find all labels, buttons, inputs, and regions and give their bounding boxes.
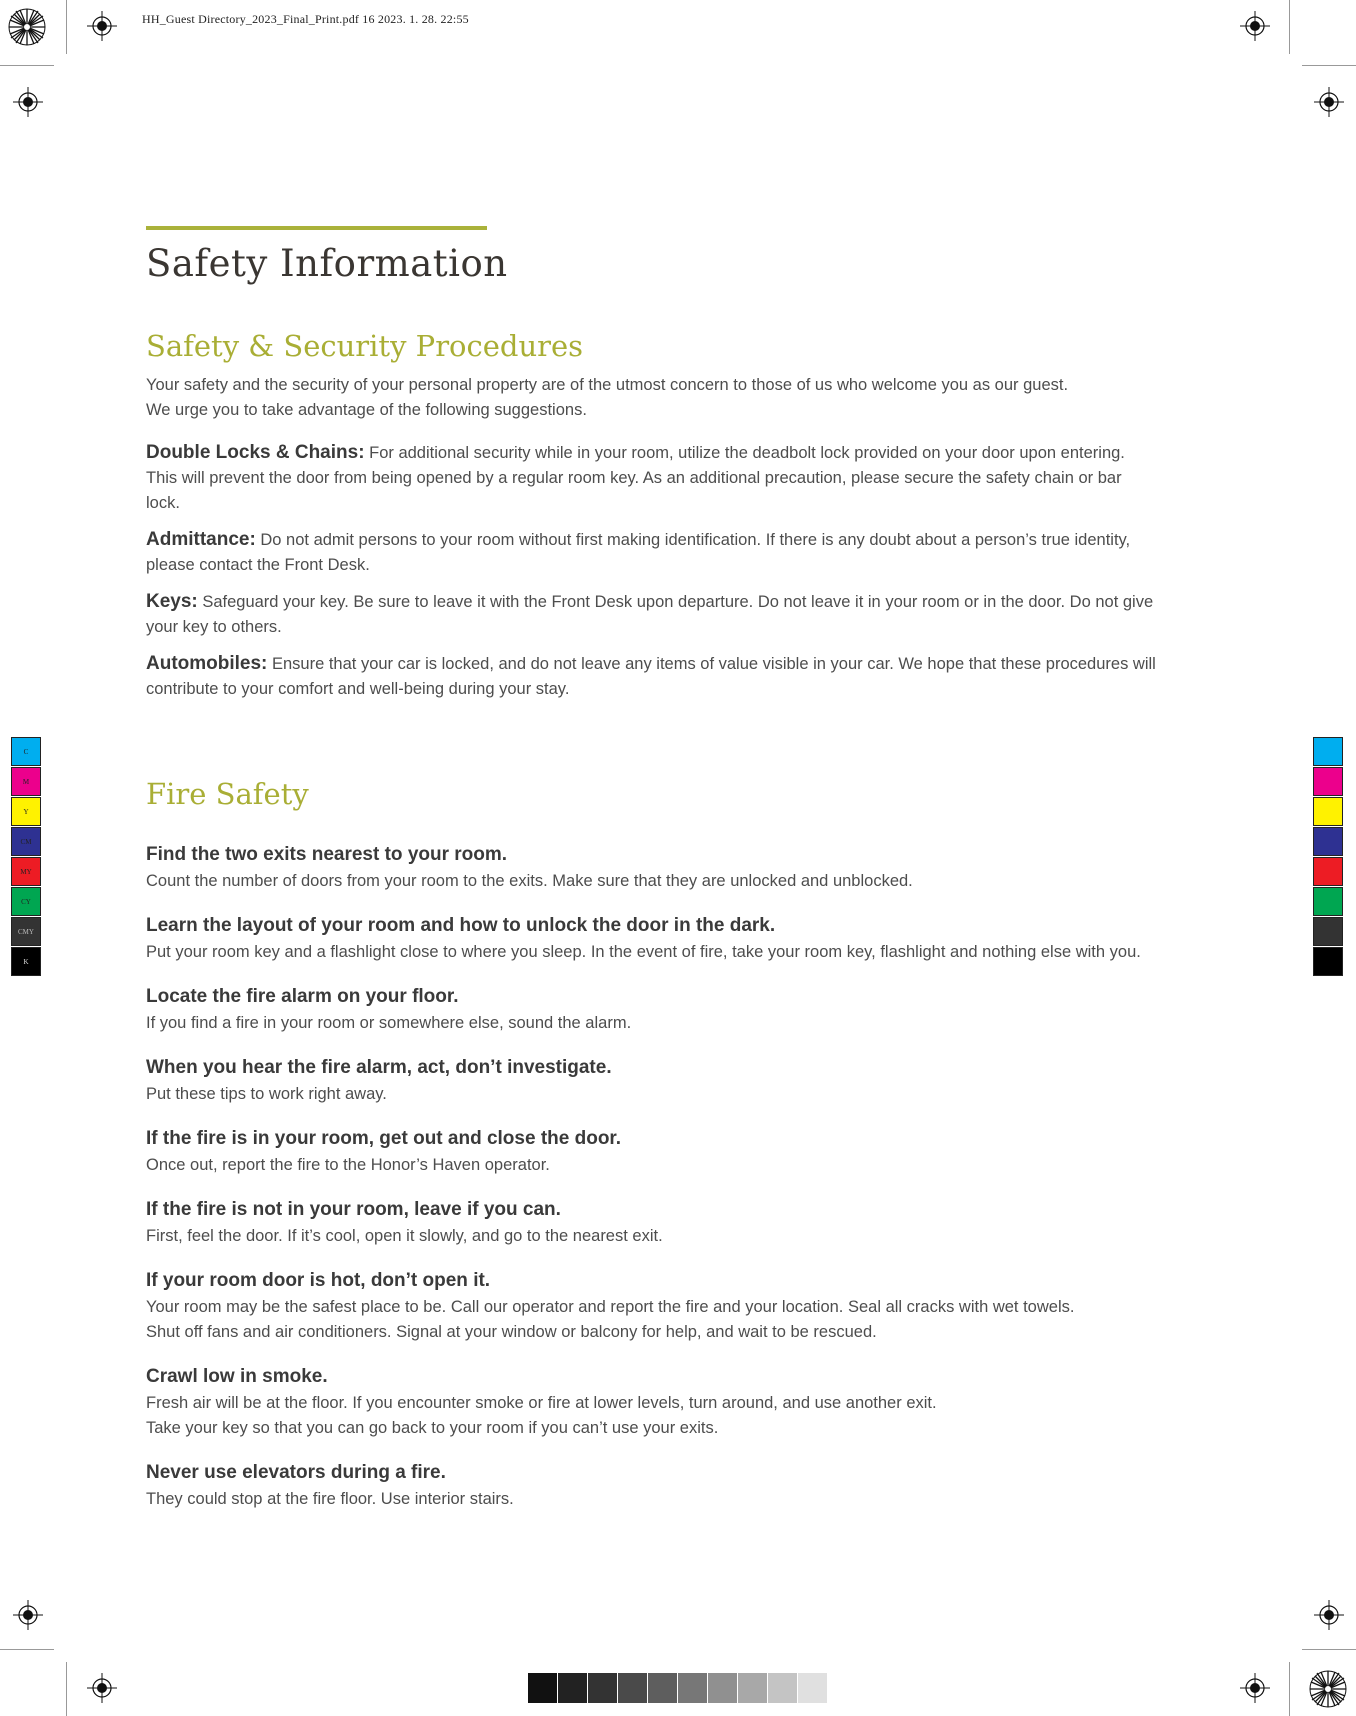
security-intro-line: We urge you to take advantage of the following suggestions.	[146, 401, 587, 419]
crop-mark	[1302, 65, 1356, 66]
fire-tip	[146, 1125, 1156, 1178]
security-section-title: Safety & Security Procedures	[146, 329, 584, 363]
security-item-automobiles	[146, 651, 1156, 702]
fire-tip	[146, 983, 1156, 1036]
security-item-text: Do not admit persons to your room without first making identification. If there is any doubt about a person’s true identity, please contact the Front Desk.	[146, 531, 1131, 574]
color-swatch: M	[11, 767, 41, 796]
color-bar-left	[11, 737, 41, 977]
crop-mark	[66, 1662, 67, 1716]
gray-swatch	[648, 1673, 677, 1703]
fire-tip-body: Put your room key and a flashlight close to where you sleep. In the event of fire, take your room key, flashlight and nothing else with you.	[146, 943, 1141, 961]
fire-tip-body	[146, 1391, 1156, 1441]
page-content	[146, 226, 1156, 1530]
fire-tip-body: First, feel the door. If it’s cool, open it slowly, and go to the nearest exit.	[146, 1227, 663, 1245]
fire-tip	[146, 912, 1156, 965]
fire-tip	[146, 1267, 1156, 1345]
gray-swatch	[678, 1673, 707, 1703]
registration-mark-icon	[1240, 1673, 1270, 1703]
security-intro-line: Your safety and the security of your personal property are of the utmost concern to those of us who welcome you as our guest.	[146, 376, 1069, 394]
fire-tip-line: Shut off fans and air conditioners. Signal at your window or balcony for help, and wait to be rescued.	[146, 1323, 877, 1341]
fire-tip-body: Count the number of doors from your room to the exits. Make sure that they are unlocked and unblocked.	[146, 872, 913, 890]
gray-swatch	[768, 1673, 797, 1703]
fire-tip-line: Your room may be the safest place to be. Call our operator and report the fire and your location. Seal all cracks with wet towels.	[146, 1298, 1075, 1316]
crop-mark	[1289, 1662, 1290, 1716]
gray-swatch	[588, 1673, 617, 1703]
security-item-text: Safeguard your key. Be sure to leave it with the Front Desk upon departure. Do not leave it in your room or in the door. Do not give your key to others.	[146, 593, 1154, 636]
fire-tip-body	[146, 1295, 1156, 1345]
fire-tip-body: Put these tips to work right away.	[146, 1085, 387, 1103]
security-item-text: For additional security while in your room, utilize the deadbolt lock provided on your door upon entering. This will prevent the door from being opened by a regular room key. As an additional precaution, please secure the safety chain or bar lock.	[146, 444, 1125, 512]
fire-tip-heading: If the fire is in your room, get out and close the door.	[146, 1128, 622, 1149]
crop-mark	[1289, 0, 1290, 54]
fire-tip-line: Fresh air will be at the floor. If you encounter smoke or fire at lower levels, turn around, and use another exit.	[146, 1394, 937, 1412]
gray-swatch	[798, 1673, 827, 1703]
fire-tip-heading: When you hear the fire alarm, act, don’t investigate.	[146, 1057, 612, 1078]
color-swatch: C	[11, 737, 41, 766]
color-swatch	[1313, 887, 1343, 916]
security-item-text: Ensure that your car is locked, and do not leave any items of value visible in your car. We hope that these procedures will contribute to your comfort and well-being during your stay.	[146, 655, 1156, 698]
fire-tip-heading: If your room door is hot, don’t open it.	[146, 1270, 491, 1291]
fire-tip-heading: Learn the layout of your room and how to unlock the door in the dark.	[146, 915, 776, 936]
fire-section-title: Fire Safety	[146, 777, 309, 811]
gray-swatch	[708, 1673, 737, 1703]
fire-tip-heading: Find the two exits nearest to your room.	[146, 844, 508, 865]
color-swatch	[1313, 767, 1343, 796]
print-slug: HH_Guest Directory_2023_Final_Print.pdf 16 2023. 1. 28. 22:55	[142, 12, 469, 26]
registration-mark-icon	[1240, 11, 1270, 41]
fire-tip-body: Once out, report the fire to the Honor’s Haven operator.	[146, 1156, 550, 1174]
fire-tip-line: Take your key so that you can go back to your room if you can’t use your exits.	[146, 1419, 719, 1437]
gray-swatch	[738, 1673, 767, 1703]
fire-tip-heading: If the fire is not in your room, leave if you can.	[146, 1199, 561, 1220]
fire-tip	[146, 1196, 1156, 1249]
color-swatch: CM	[11, 827, 41, 856]
color-swatch: Y	[11, 797, 41, 826]
crop-mark	[0, 1649, 54, 1650]
fire-tip	[146, 1363, 1156, 1441]
color-bar-right	[1313, 737, 1343, 977]
crop-mark	[1302, 1649, 1356, 1650]
security-item-lead: Double Locks & Chains:	[146, 442, 365, 463]
fire-tip-body: If you find a fire in your room or somewhere else, sound the alarm.	[146, 1014, 632, 1032]
gray-swatch	[528, 1673, 557, 1703]
color-swatch	[1313, 857, 1343, 886]
registration-mark-icon	[1314, 87, 1344, 117]
color-swatch	[1313, 737, 1343, 766]
fire-tip	[146, 1054, 1156, 1107]
registration-mark-icon	[13, 1600, 43, 1630]
color-swatch: CMY	[11, 917, 41, 946]
security-item-admittance	[146, 527, 1156, 578]
registration-mark-icon	[87, 1673, 117, 1703]
registration-mark-icon	[87, 11, 117, 41]
security-item-lead: Keys:	[146, 591, 198, 612]
security-item-lead: Admittance:	[146, 529, 256, 550]
color-swatch	[1313, 947, 1343, 976]
color-swatch: K	[11, 947, 41, 976]
title-rule	[146, 226, 487, 230]
security-item-keys	[146, 589, 1156, 640]
page-title: Safety Information	[146, 242, 508, 285]
fire-tip-heading: Locate the fire alarm on your floor.	[146, 986, 459, 1007]
starburst-mark-icon	[8, 8, 46, 46]
fire-tip	[146, 841, 1156, 894]
gray-swatch	[618, 1673, 647, 1703]
color-swatch	[1313, 917, 1343, 946]
security-intro	[146, 373, 1156, 423]
color-swatch: CY	[11, 887, 41, 916]
fire-tip-heading: Crawl low in smoke.	[146, 1366, 328, 1387]
security-item-lead: Automobiles:	[146, 653, 268, 674]
fire-tip-body: They could stop at the fire floor. Use interior stairs.	[146, 1490, 514, 1508]
color-swatch	[1313, 797, 1343, 826]
fire-tip-heading: Never use elevators during a fire.	[146, 1462, 446, 1483]
registration-mark-icon	[13, 87, 43, 117]
security-item-locks	[146, 440, 1156, 516]
color-swatch: MY	[11, 857, 41, 886]
fire-tip	[146, 1459, 1156, 1512]
crop-mark	[66, 0, 67, 54]
gray-scale-strip	[528, 1673, 828, 1703]
crop-mark	[0, 65, 54, 66]
registration-mark-icon	[1314, 1600, 1344, 1630]
starburst-mark-icon	[1309, 1670, 1347, 1708]
gray-swatch	[558, 1673, 587, 1703]
color-swatch	[1313, 827, 1343, 856]
